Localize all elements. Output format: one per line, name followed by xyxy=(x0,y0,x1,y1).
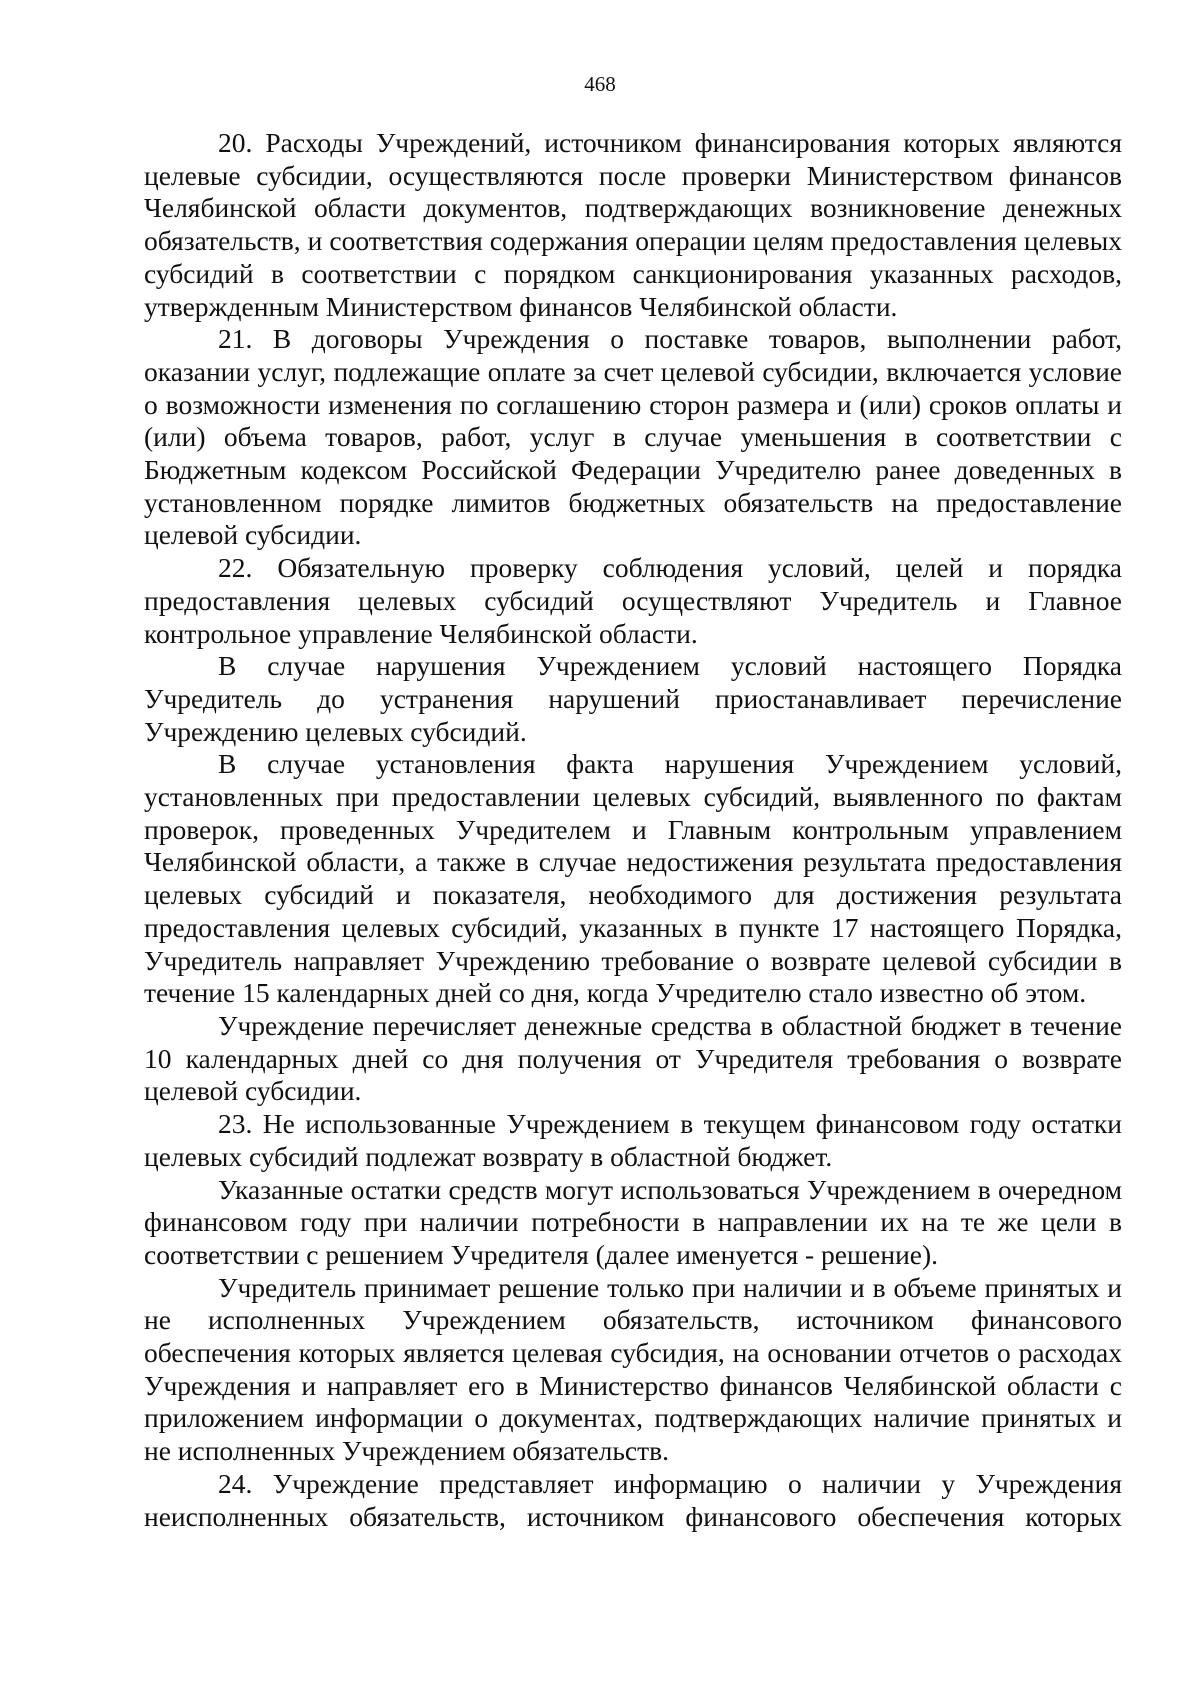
paragraph-24: 24. Учреждение представляет информацию о наличии у Учреждения неисполненных обязательств, источником финансового обеспечения которых xyxy=(144,1467,1122,1532)
paragraph-22-fact: В случае установления факта нарушения Учреждением условий, установленных при предоставлении целевых субсидий, выявленного по фактам проверок, проведенных Учредителем и Главным контрольным управлением Челябинской области, а также в случае недостижения результата предоставления целевых субсидий и показателя, необходимого для достижения результата предоставления целевых субсидий, указанных в пункте 17 настоящего Порядка, Учредитель направляет Учреждению требование о возврате целевой субсидии в течение 15 календарных дней со дня, когда Учредителю стало известно об этом. xyxy=(144,748,1122,1009)
document-body xyxy=(144,127,1122,1533)
paragraph-23-remainders: Указанные остатки средств могут использоваться Учреждением в очередном финансовом году при наличии потребности в направлении их на те же цели в соответствии с решением Учредителя (далее именуется - решение). xyxy=(144,1173,1122,1270)
paragraph-22-violation: В случае нарушения Учреждением условий настоящего Порядка Учредитель до устранения нарушений приостанавливает перечисление Учреждению целевых субсидий. xyxy=(144,650,1122,747)
paragraph-23-decision: Учредитель принимает решение только при наличии и в объеме принятых и не исполненных Учреждением обязательств, источником финансового обеспечения которых является целевая субсидия, на основании отчетов о расходах Учреждения и направляет его в Министерство финансов Челябинской области с приложением информации о документах, подтверждающих наличие принятых и не исполненных Учреждением обязательств. xyxy=(144,1271,1122,1467)
page-number: 468 xyxy=(584,72,616,96)
paragraph-22: 22. Обязательную проверку соблюдения условий, целей и порядка предоставления целевых субсидий осуществляют Учредитель и Главное контрольное управление Челябинской области. xyxy=(144,552,1122,649)
paragraph-21: 21. В договоры Учреждения о поставке товаров, выполнении работ, оказании услуг, подлежащие оплате за счет целевой субсидии, включается условие о возможности изменения по соглашению сторон размера и (или) сроков оплаты и (или) объема товаров, работ, услуг в случае уменьшения в соответствии с Бюджетным кодексом Российской Федерации Учредителю ранее доведенных в установленном порядке лимитов бюджетных обязательств на предоставление целевой субсидии. xyxy=(144,323,1122,551)
paragraph-23: 23. Не использованные Учреждением в текущем финансовом году остатки целевых субсидий подлежат возврату в областной бюджет. xyxy=(144,1108,1122,1172)
paragraph-22-transfer: Учреждение перечисляет денежные средства в областной бюджет в течение 10 календарных дней со дня получения от Учредителя требования о возврате целевой субсидии. xyxy=(144,1009,1122,1107)
paragraph-20: 20. Расходы Учреждений, источником финансирования которых являются целевые субсидии, осуществляются после проверки Министерством финансов Челябинской области документов, подтверждающих возникновение денежных обязательств, и соответствия содержания операции целям предоставления целевых субсидий в соответствии с порядком санкционирования указанных расходов, утвержденным Министерством финансов Челябинской области. xyxy=(144,127,1122,322)
